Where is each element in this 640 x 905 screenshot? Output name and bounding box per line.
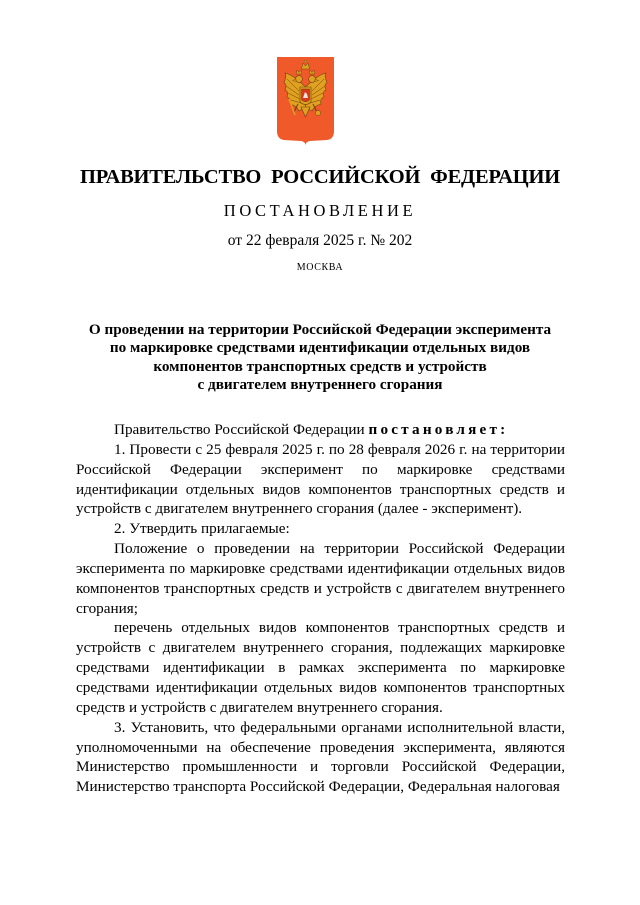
government-title: ПРАВИТЕЛЬСТВО РОССИЙСКОЙ ФЕДЕРАЦИИ — [80, 166, 560, 188]
resolution-word: постановляет: — [368, 421, 509, 438]
subject-line: по маркировке средствами идентификации отдельных видов — [109, 339, 531, 357]
intro-paragraph — [76, 420, 565, 440]
paragraph-list: перечень отдельных видов компонентов транспортных средств и устройств с двигателем внутреннего сгорания, подлежащих маркировке средствами идентификации в рамках эксперимента по маркировке средствами идентификации отдельных видов компонентов транспортных средств и устройств с двигателем внутреннего сгорания. — [76, 619, 565, 716]
document-subject — [60, 321, 580, 395]
document-body — [76, 420, 565, 797]
paragraph-1: 1. Провести с 25 февраля 2025 г. по 28 февраля 2026 г. на территории Российской Федерации эксперимент по маркировке средствами идентификации отдельных видов компонентов транспортных средств и устройств с двигателем внутреннего сгорания (далее - эксперимент). — [76, 440, 565, 518]
subject-line: с двигателем внутреннего сгорания — [197, 376, 443, 394]
intro-text: Правительство Российской Федерации — [114, 421, 369, 438]
paragraph-2: 2. Утвердить прилагаемые: — [114, 520, 290, 538]
paragraph-3: 3. Установить, что федеральными органами исполнительной власти, уполномоченными на обеспечение проведения эксперимента, являются Министерство промышленности и торговли Российской Федерации, Министерство транспорта Российской Федерации, Федеральная налоговая — [76, 718, 565, 796]
document-type: ПОСТАНОВЛЕНИЕ — [223, 201, 417, 220]
subject-line: компонентов транспортных средств и устройств — [153, 357, 487, 375]
document-city: МОСКВА — [296, 262, 344, 273]
russian-coat-of-arms-icon — [277, 57, 334, 145]
document-date-number: от 22 февраля 2025 г. № 202 — [227, 232, 413, 249]
paragraph-regulation: Положение о проведении на территории Российской Федерации эксперимента по маркировке средствами идентификации отдельных видов компонентов транспортных средств и устройств с двигателем внутреннего сгорания; — [76, 540, 565, 617]
subject-line: О проведении на территории Российской Федерации эксперимента — [88, 321, 552, 338]
